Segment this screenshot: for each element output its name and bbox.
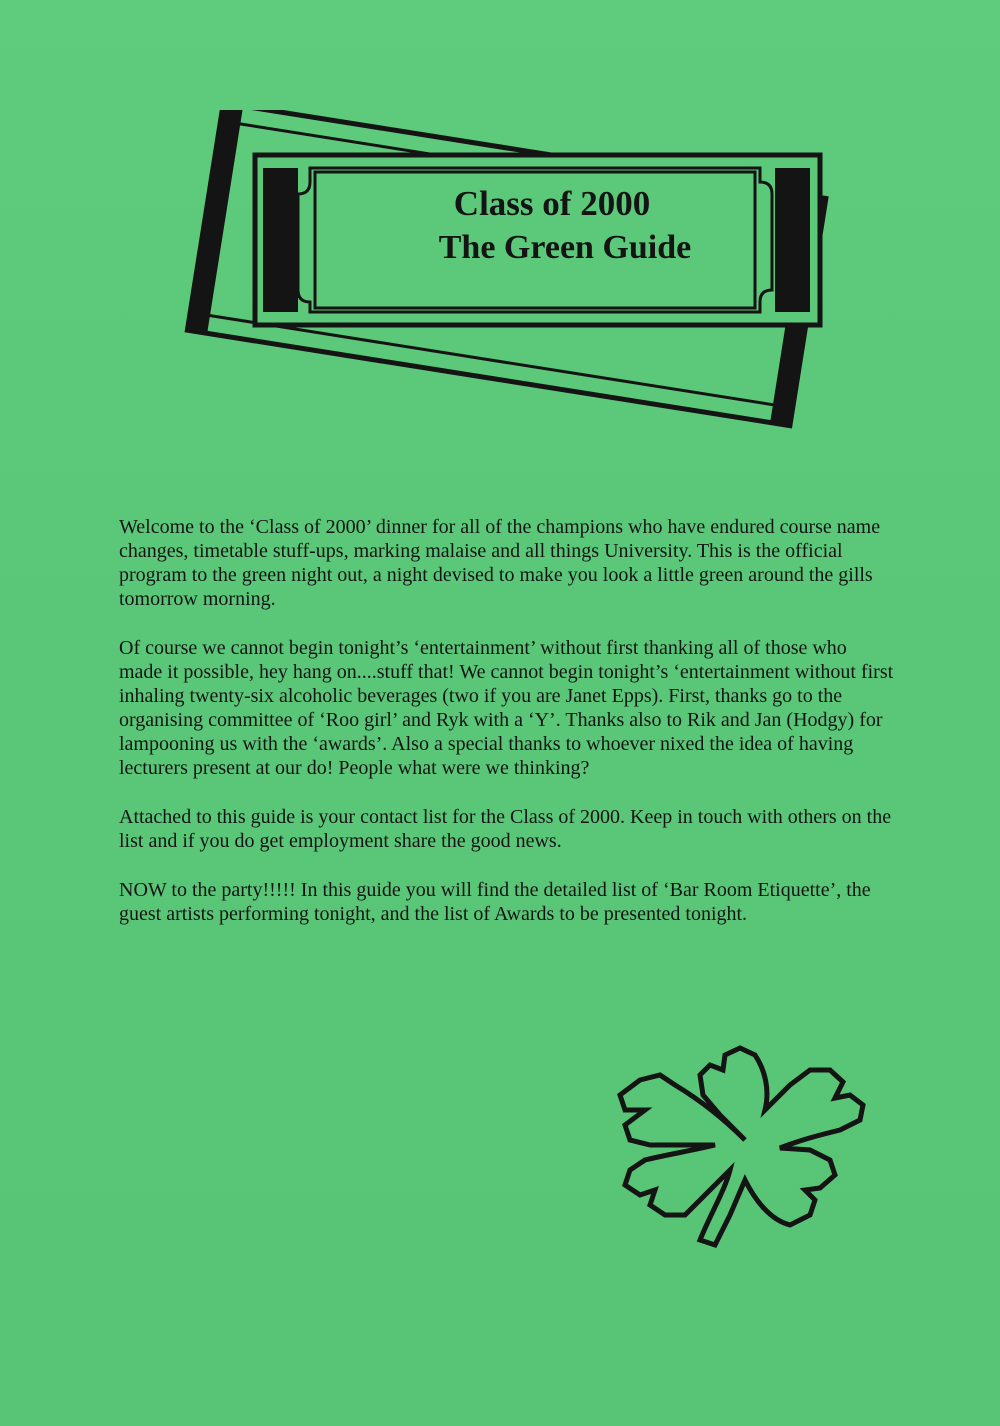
paragraph-contact-list: Attached to this guide is your contact list for the Class of 2000. Keep in touch with others on the list and if you do get employment share the good news. [119,806,892,852]
title-block [320,183,810,269]
page-subtitle: The Green Guide [438,229,692,266]
four-leaf-clover-icon [605,1040,885,1270]
ticket-frame-icon [160,110,860,440]
paragraph-welcome: Welcome to the ‘Class of 2000’ dinner for all of the champions who have endured course name changes, timetable stuff-ups, marking malaise and all things University. This is the official program to the green night out, a night devised to make you look a little green around the gills tomorrow morning. [119,516,881,610]
body-text [119,515,894,951]
paragraph-party: NOW to the party!!!!! In this guide you will find the detailed list of ‘Bar Room Etiquette’, the guest artists performing tonight, and the list of Awards to be presented tonight. [119,879,871,925]
paragraph-thanks: Of course we cannot begin tonight’s ‘entertainment’ without first thanking all of those who made it possible, hey hang on....stuff that! We cannot begin tonight’s ‘entertainment without first inhaling twenty-six alcoholic beverages (two if you are Janet Epps). First, thanks go to the organising committee of ‘Roo girl’ and Ryk with a ‘Y’. Thanks also to Rik and Jan (Hodgy) for lampooning us with the ‘awards’. Also a special thanks to whoever nixed the idea of having lecturers present at our do! People what were we thinking? [119,637,894,779]
page-title: Class of 2000 [453,184,651,223]
